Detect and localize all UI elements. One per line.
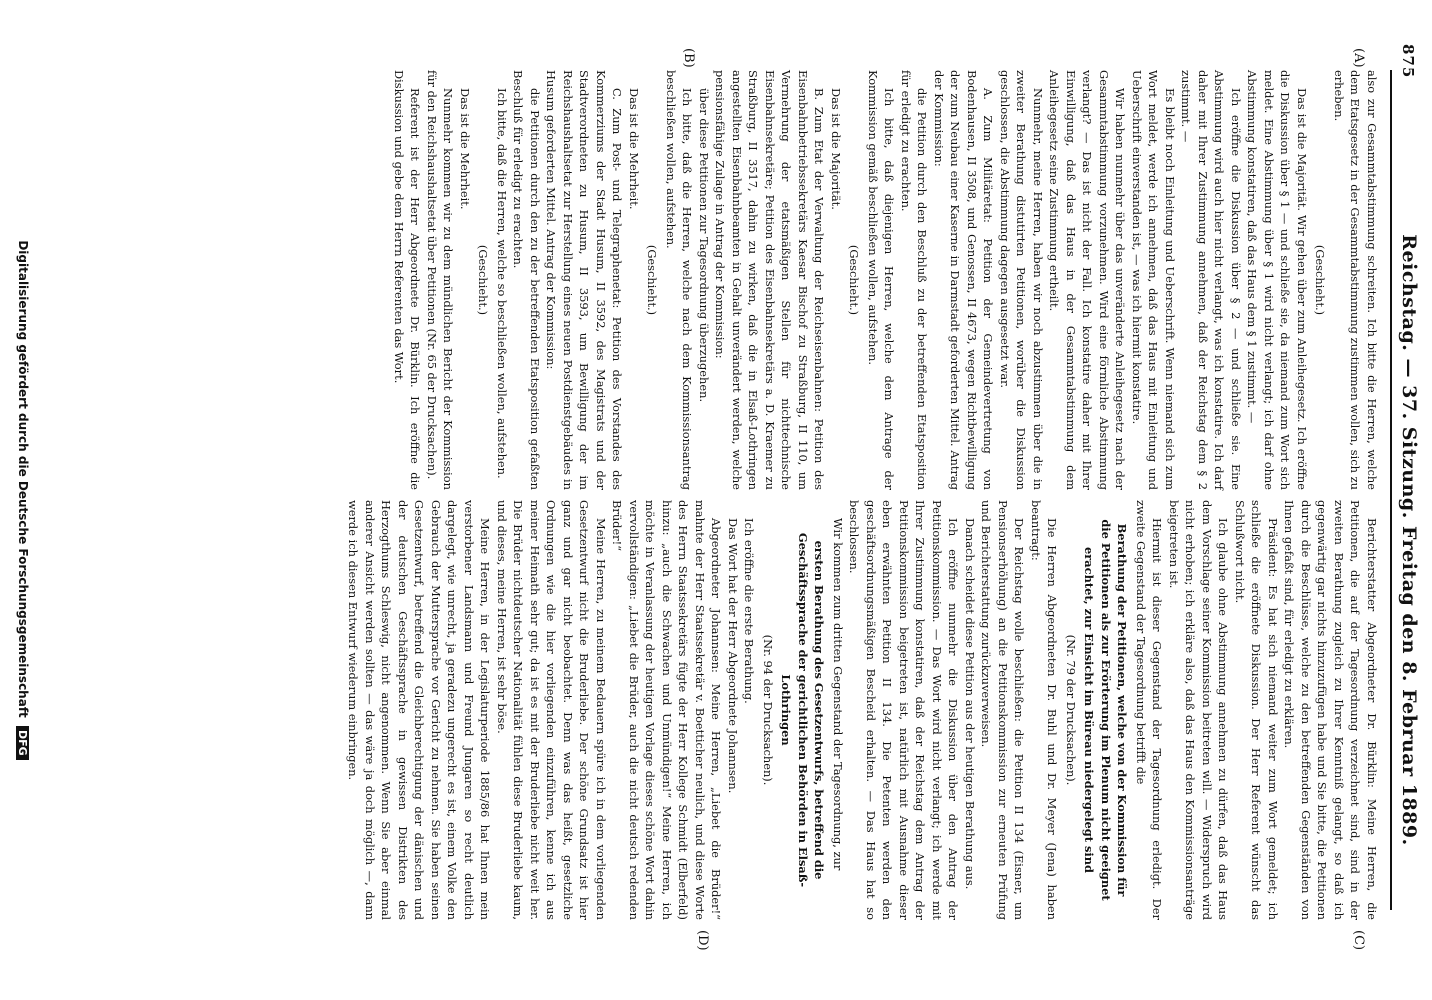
left-paragraph: Ich bitte, daß diejenigen Herren, welche dem Antrage der Kommission gemäß beschließen wollen, aufstehen. — [866, 70, 897, 490]
left-paragraph: also zur Gesammtabstimmung schreiten. Ich bitte die Herren, welche dem Etatsgesetz in der Gesammtabstimmung zustimmen wollen, sich zu erheben. — [1332, 70, 1379, 490]
left-paragraph: Wir haben nunmehr über das unveränderte Anleihegesetz nach der Gesammtabstimmung vorzunehmen. Wird eine förmliche Abstimmung verlangt? — Das ist nicht der Fall. Ich konstatire daher mit Ihrer Einwilligung, daß das Haus in der Gesammtabstimmung dem Anleihegesetz seine Zustimmung ertheilt. — [1047, 70, 1128, 490]
left-column — [391, 70, 1381, 490]
agenda-item-note: (Nr. 94 der Drucksachen). — [761, 634, 775, 786]
left-paragraph: Das ist die Mehrheit. — [627, 88, 641, 210]
left-paragraph: Es bleibt noch Einleitung und Ueberschrift. Wenn niemand sich zum Wort meldet, werde ich annehmen, daß das Haus mit Einleitung und Ueberschrift einverstanden ist, — was ich hiermit konstatire. — [1130, 70, 1177, 490]
left-paragraph: Referent ist der Herr Abgeordnete Dr. Bürklin. Ich eröffne die Diskussion und gebe dem Herrn Referenten das Wort. — [392, 70, 423, 490]
margin-marker-c: (C) — [1351, 930, 1366, 951]
left-paragraph: Ich eröffne die Diskussion über § 2 — und schließe sie. Eine Abstimmung wird auch hier nicht verlangt, was ich konstatire. Ich darf daher mit Ihrer Zustimmung annehmen, daß der Reichstag dem § 2 zustimmt. — — [1179, 70, 1243, 490]
left-paragraph: Nunmehr kommen wir zu dem mündlichen Bericht der Kommission für den Reichshaushaltsetat über Petitionen (Nr. 65 der Drucksachen). — [425, 70, 456, 490]
agenda-item-petitions: Berathung der Petitionen, welche von der Kommission für die Petitionen als zur Erörterung im Plenum nicht geeignet erachtet, zur Einsicht im Büreau niedergelegt sind — [1082, 519, 1130, 901]
right-paragraph: Präsident: Es hat sich niemand weiter zum Wort gemeldet; ich schließe die eröffnete Diskussion. Der Herr Referent wünscht das Schlußwort nicht. — [1233, 500, 1280, 920]
left-paragraph: Ich bitte, daß die Herren, welche nach dem Kommissionsantrag beschließen wollen, aufstehen. — [664, 70, 695, 490]
margin-marker-d: (D) — [695, 930, 710, 951]
right-column — [345, 500, 1380, 920]
right-paragraph: Danach scheidet diese Petition aus der heutigen Berathung aus. — [963, 518, 977, 890]
agenda-item-note: (Nr. 79 der Drucksachen). — [1064, 634, 1078, 786]
right-paragraph: Die Herren Abgeordneten Dr. Buhl und Dr. Meyer (Jena) haben beantragt: — [1029, 500, 1060, 920]
left-paragraph: Das ist die Majorität. Wir gehen über zum Anleihegesetz. Ich eröffne die Diskussion über § 1 — und schließe sie, da niemand zum Wort sich meldet. Eine Abstimmung über § 1 wird nicht verlangt; ich darf ohne Abstimmung konstatiren, daß das Haus dem § 1 zustimmt. — — [1245, 70, 1309, 490]
left-paragraph: A. Zum Militäretat: Petition der Gemeindevertretung von Bodenhausen, II 3508, und Genossen, II 4673, wegen Richtbewilligung der zum Neubau einer Kaserne in Darmstadt geforderten Mittel. Antrag der Kommission: — [932, 70, 996, 490]
right-paragraph: Wir kommen zum dritten Gegenstand der Tagesordnung, zur — [831, 518, 845, 871]
running-head: Reichstag. — 37. Sitzung. Freitag den 8. Februar 1889. — [1398, 234, 1420, 846]
credit-text: Digitalisierung gefördert durch die Deutsche Forschungsgemeinschaft — [16, 240, 30, 718]
right-paragraph: Ich eröffne nunmehr die Diskussion über den Antrag der Petitionskommission. — Das Wort wird nicht verlangt; ich werde mit Ihrer Zustimmung konstatiren, daß der Reichstag dem Antrag der Petitionskommission beigetreten ist, natürlich mit Ausnahme dieser eben erwähnten Petition II 134. Die Petenten werden den geschäftsordnungsmäßigen Bescheid erhalten. — Das Haus hat so beschlossen. — [847, 500, 961, 920]
left-remark: (Geschieht.) — [1313, 244, 1328, 316]
left-remark: (Geschieht.) — [847, 244, 862, 316]
left-remark: (Geschieht.) — [645, 244, 660, 316]
left-paragraph: B. Zum Etat der Verwaltung der Reichseisenbahnen: Petition des Eisenbahnbetriebssekretärs Kaesar Bischof zu Straßburg, II 110, um Vermehrung der etatsmäßigen Stellen für nichttechnische Eisenbahnsekretäre; Petition des Eisenbahnsekretärs a. D. Kraemer zu Straßburg, II 3517, dahin zu wirken, daß die in Elsaß-Lothringen angestellten Eisenbahnbeamten in Gehalt unverändert werden, welche pensionsfähige Zulage in Antrag der Kommission: — [713, 70, 827, 490]
right-paragraph: Berichterstatter Abgeordneter Dr. Bürklin: Meine Herren, die Petitionen, die auf der Tagesordnung verzeichnet sind, sind in der zweiten Berathung zugleich zu Ihrer Kenntniß gelangt, so daß ich gegenwärtig gar nichts hinzuzufügen habe und Sie bitte, die Petitionen durch die Beschlüsse, welche zu den betreffenden Gegenständen von Ihnen gefaßt sind, für erledigt zu erklären. — [1282, 500, 1379, 920]
right-paragraph: Ich glaube ohne Abstimmung annehmen zu dürfen, daß das Haus dem Vorschlage seiner Kommission beitreten will. — Widerspruch wird nicht erhoben; ich erkläre also, daß das Haus den Kommissionsanträge beigetreten ist. — [1167, 500, 1231, 920]
left-remark: (Geschieht.) — [476, 244, 491, 316]
dfg-logo: DFG — [16, 726, 29, 760]
right-paragraph: Der Reichstag wolle beschließen: die Petition II 134 (Eisner, um Pensionserhöhung) an die Petitionskommission zur erneuten Prüfung und Berichterstattung zurückzuverweisen. — [979, 500, 1027, 920]
right-paragraph: Meine Herren, in der Legislaturperiode 1885/86 hat Ihnen mein verstorbener Landsmann und Freund Jungaren so recht deutlich dargelegt, wie unrecht, ja geradezu ungerecht es ist, einem Volke den Gebrauch der Muttersprache vor Gericht zu nehmen. Sie haben seinen Gesetzentwurf, betreffend die Gleichberechtigung der dänischen und der deutschen Geschäftssprache in gewissen Distrikten des Herzogthums Schleswig, nicht angenommen. Wenn Sie aber einmal anderer Ansicht werden sollten — das wäre ja doch möglich —, dann werde ich diesen Entwurf wiederum einbringen. — [346, 500, 493, 920]
right-paragraph: Meine Herren, zu meinem Bedauern spüre ich in dem vorliegenden Gesetzentwurf nicht die Bruderliebe. Der schöne Grundsatz ist hier ganz und gar nicht beobachtet. Denn was das heißt, gesetzliche Ordnungen wie die hier vorliegenden einzuführen, kenne ich aus meiner Heimath sehr gut; da ist es mit der Bruderliebe nicht weit her. Die Brüder nichtdeutscher Nationalität fühlen diese Bruderliebe kaum, und dieses, meine Herren, ist sehr böse. — [495, 500, 608, 920]
right-paragraph: Das Wort hat der Herr Abgeordnete Johannsen. — [726, 518, 740, 794]
left-paragraph: C. Zum Post- und Telegraphenetat: Petition des Vorstandes des Kommerziums der Stadt Husum, II 3592, des Magistrats und der Stadtverordneten zu Husum, II 3593, um Bewilligung der im Reichshaushaltsetat zur Herstellung eines neuen Postdienstgebäudes in Husum geforderten Mittel. Antrag der Kommission: — [544, 70, 625, 490]
agenda-item-bill: ersten Berathung des Gesetzentwurfs, betreffend die Geschäftssprache der gerichtlichen Behörden in Elsaß-Lothringen — [779, 532, 827, 888]
digitization-credit — [16, 60, 30, 940]
left-paragraph: die Petition durch den Beschluß zu der betreffenden Etatsposition für erledigt zu erachten. — [899, 70, 930, 490]
left-paragraph: über diese Petitionen zur Tagesordnung überzugehen. — [697, 88, 711, 403]
left-paragraph: die Petitionen durch den zu der betreffenden Etatsposition gefaßten Beschluß für erledigt zu erachten. — [511, 70, 542, 490]
page-number: 875 — [1399, 44, 1417, 79]
left-paragraph: Das ist die Mehrheit. — [458, 88, 472, 210]
right-paragraph: Hiermit ist dieser Gegenstand der Tagesordnung erledigt. Der zweite Gegenstand der Tagesordnung betrifft die — [1134, 500, 1165, 920]
margin-marker-b: (B) — [681, 48, 696, 68]
margin-marker-a: (A) — [1351, 48, 1366, 68]
right-paragraph: Abgeordneter Johannsen: Meine Herren, „Liebet die Brüder!“ mahnte der Herr Staatssekretär v. Boetticher neulich, und diese Worte des Herrn Staatssekretärs fügte der Herr Kollege Schmidt (Elberfeld) hinzu: „auch die Schwachen und Unmündigen!“ Meine Herren, ich möchte in Veranlassung der heutigen Vorlage dieses schöne Wort dahin vervollständigen: „Liebet die Brüder, auch die nicht deutsch redenden Brüder!“ — [610, 500, 724, 920]
right-paragraph: Ich eröffne die erste Berathung. — [742, 518, 757, 704]
header-rule — [1390, 70, 1392, 910]
left-paragraph: Nunmehr, meine Herren, haben wir noch abzustimmen über die in zweiter Berathung distutirten Petitionen, worüber die Diskussion geschlossen, die Abstimmung dagegen ausgesetzt war. — [998, 70, 1045, 490]
left-paragraph: Ich bitte, daß die Herren, welche so beschließen wollen, aufstehen. — [495, 88, 509, 479]
left-paragraph: Das ist die Majorität. — [829, 88, 843, 210]
